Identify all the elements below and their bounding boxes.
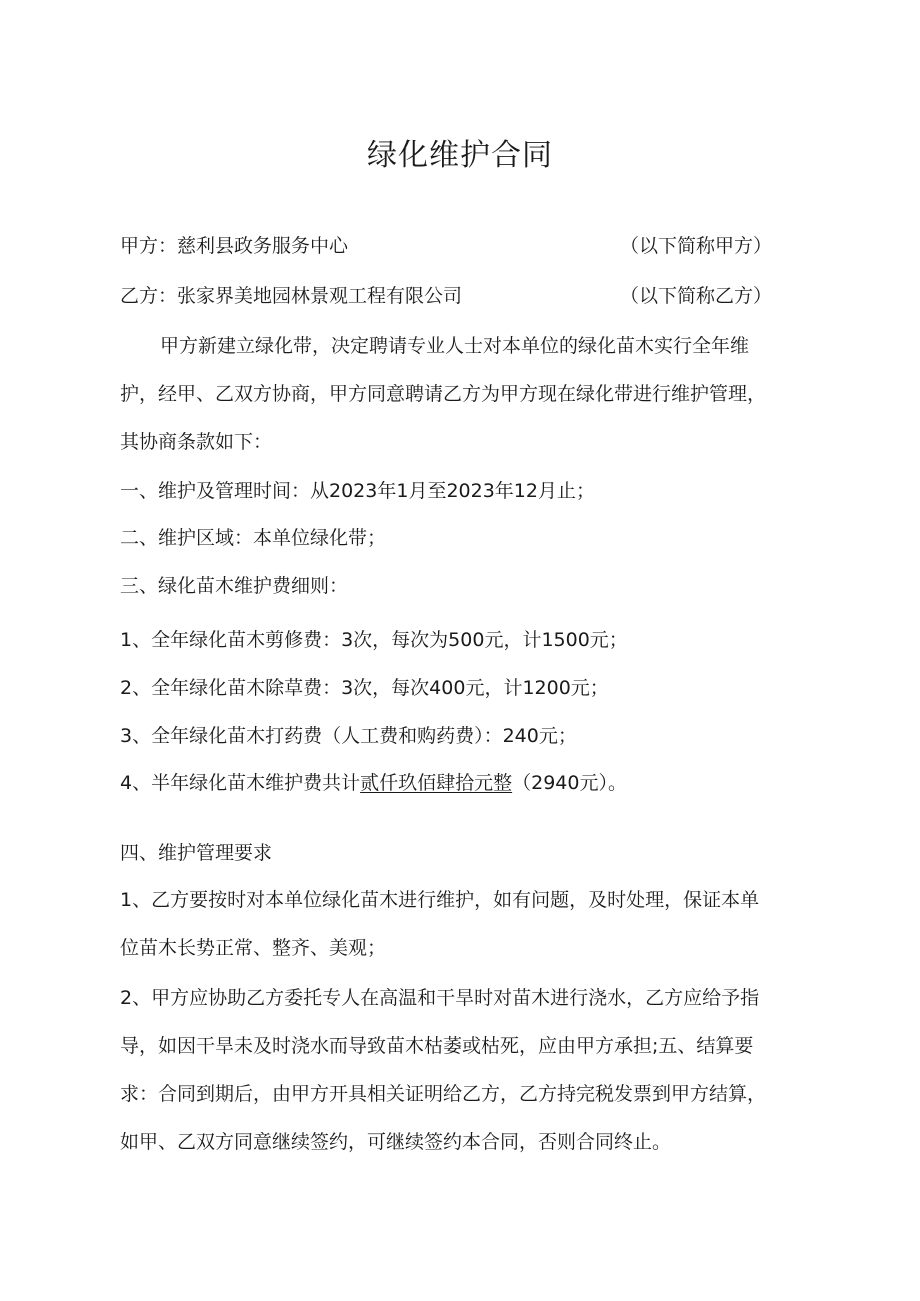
fee-item-4-prefix: 4、半年绿化苗木维护费共计 [120, 772, 361, 794]
section-3-heading: 三、绿化苗木维护费细则： [120, 575, 349, 597]
document-title: 绿化维护合同 [367, 138, 553, 173]
party-b-line [120, 283, 800, 309]
fee-item-2: 2、全年绿化苗木除草费：3次，每次400元，计1200元； [120, 677, 609, 699]
fee-item-1: 1、全年绿化苗木剪修费：3次，每次为500元，计1500元； [120, 629, 628, 651]
requirement-line-6: 如甲、乙双方同意继续签约，可继续签约本合同，否则合同终止。 [120, 1131, 672, 1153]
party-a-label: 甲方：慈利县政务服务中心 [120, 235, 349, 257]
requirement-line-5: 求：合同到期后，由甲方开具相关证明给乙方，乙方持完税发票到甲方结算， [120, 1083, 767, 1105]
requirement-line-2: 位苗木长势正常、整齐、美观； [120, 937, 387, 959]
fee-item-4 [120, 770, 627, 796]
section-4-heading: 四、维护管理要求 [120, 842, 273, 864]
fee-item-4-amount-words: 贰仟玖佰肆拾元整 [360, 772, 513, 794]
intro-line-2: 护，经甲、乙双方协商，甲方同意聘请乙方为甲方现在绿化带进行维护管理， [120, 383, 767, 405]
fee-item-3: 3、全年绿化苗木打药费（人工费和购药费）：240元； [120, 725, 577, 747]
party-b-note: （以下简称乙方） [620, 285, 773, 307]
party-b-label: 乙方：张家界美地园林景观工程有限公司 [120, 285, 463, 307]
fee-item-4-suffix: （2940元）。 [512, 772, 627, 794]
intro-line-3: 其协商条款如下： [120, 431, 273, 453]
section-2-area: 二、维护区域：本单位绿化带； [120, 527, 387, 549]
party-a-line [120, 233, 800, 259]
section-1-term: 一、维护及管理时间：从2023年1月至2023年12月止； [120, 480, 595, 502]
requirement-line-3: 2、甲方应协助乙方委托专人在高温和干旱时对苗木进行浇水，乙方应给予指 [120, 987, 760, 1009]
intro-line-1: 甲方新建立绿化带，决定聘请专业人士对本单位的绿化苗木实行全年维 [160, 335, 750, 357]
party-a-note: （以下简称甲方） [620, 235, 773, 257]
requirement-line-1: 1、乙方要按时对本单位绿化苗木进行维护，如有问题，及时处理，保证本单 [120, 889, 760, 911]
requirement-line-4: 导，如因干旱未及时浇水而导致苗木枯萎或枯死，应由甲方承担;五、结算要 [120, 1035, 754, 1057]
